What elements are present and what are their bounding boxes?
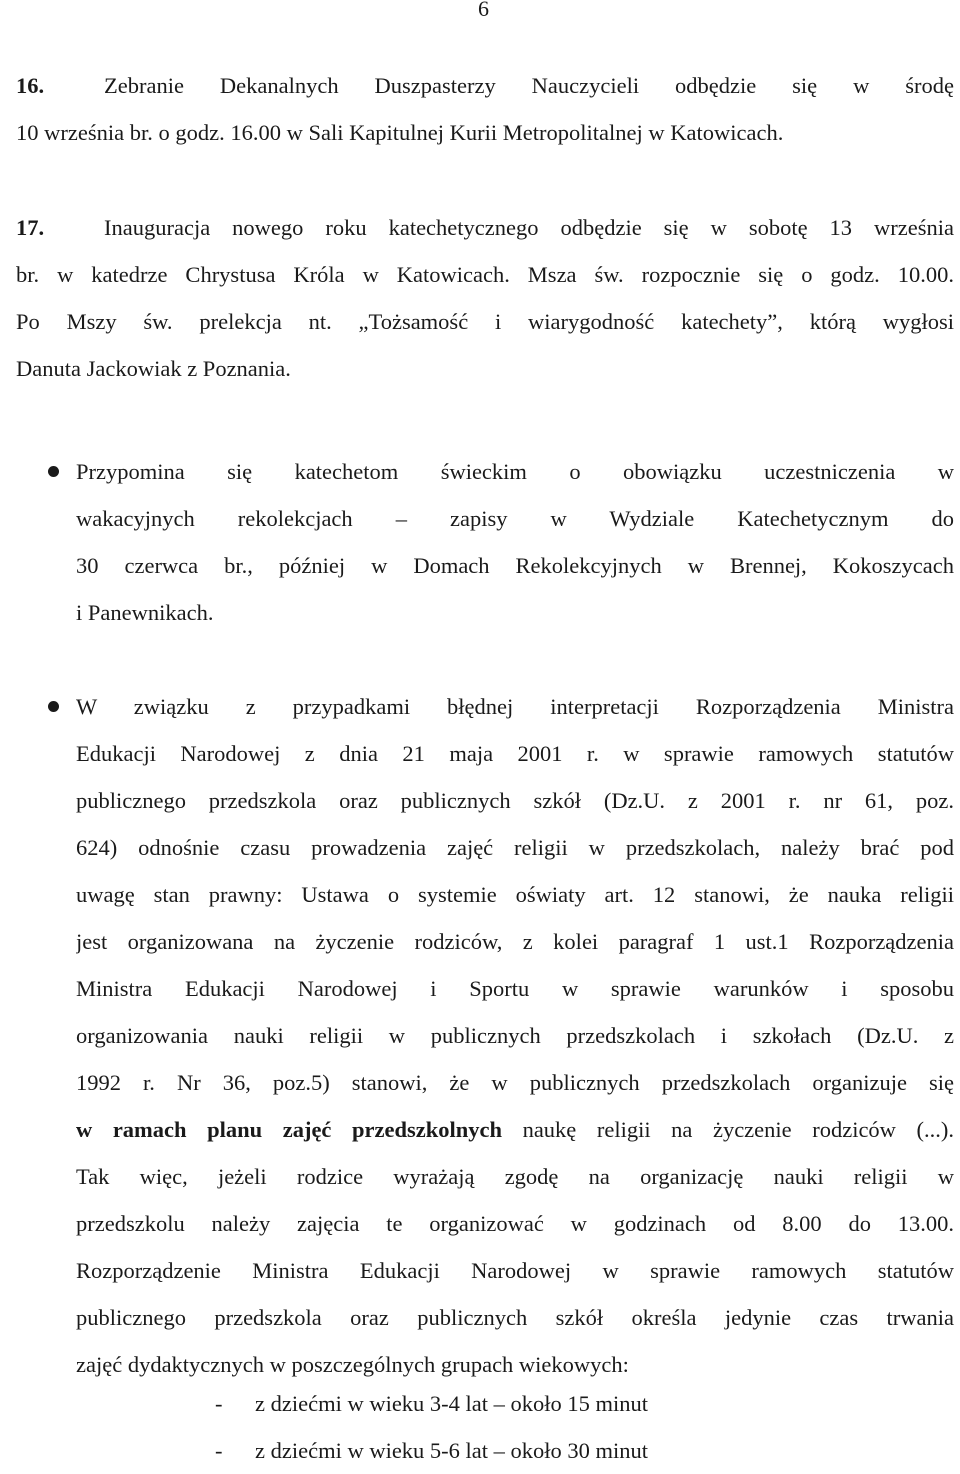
announcement-17-line-3: Po Mszy św. prelekcja nt. „Tożsamość i wiarygodność katechety”, którą wygłosi <box>16 309 954 334</box>
announcement-17 <box>16 204 954 392</box>
bullet-icon <box>48 701 59 712</box>
bullet-2-line-9: 1992 r. Nr 36, poz.5) stanowi, że w publicznych przedszkolach organizuje się <box>76 1070 954 1095</box>
bullet-2-line-2: Edukacji Narodowej z dnia 21 maja 2001 r. w sprawie ramowych statutów <box>76 741 954 766</box>
bullet-2-line-1: W związku z przypadkami błędnej interpretacji Rozporządzenia Ministra <box>76 694 954 719</box>
bullet-2-line-8: organizowania nauki religii w publicznych przedszkolach i szkołach (Dz.U. z <box>76 1023 954 1048</box>
page-number: 6 <box>478 0 489 21</box>
announcement-16-line-1: 16. Zebranie Dekanalnych Duszpasterzy Nauczycieli odbędzie się w środę <box>16 62 954 109</box>
bullet-2-line-13: Rozporządzenie Ministra Edukacji Narodowej w sprawie ramowych statutów <box>76 1258 954 1283</box>
bullet-2-line-11: Tak więc, jeżeli rodzice wyrażają zgodę na organizację nauki religii w <box>76 1164 954 1189</box>
bullet-2-line-12: przedszkolu należy zajęcia te organizować w godzinach od 8.00 do 13.00. <box>76 1211 954 1236</box>
bullet-2-line-5: uwagę stan prawny: Ustawa o systemie oświaty art. 12 stanowi, że nauka religii <box>76 882 954 907</box>
bullet-retreat-reminder <box>76 448 954 636</box>
bullet-icon <box>48 466 59 477</box>
bullet-2-line-7: Ministra Edukacji Narodowej i Sportu w sprawie warunków i sposobu <box>76 976 954 1001</box>
bullet-2-line-14: publicznego przedszkola oraz publicznych szkół określa jedynie czas trwania <box>76 1305 954 1330</box>
bullet-1-line-3: 30 czerwca br., później w Domach Rekolekcyjnych w Brennej, Kokoszycach <box>76 553 954 578</box>
bullet-1-line-4: i Panewnikach. <box>76 600 214 625</box>
announcement-17-line-1: 17. Inauguracja nowego roku katechetycznego odbędzie się w sobotę 13 września <box>16 204 954 251</box>
announcement-16-line-2: 10 września br. o godz. 16.00 w Sali Kapitulnej Kurii Metropolitalnej w Katowicach. <box>16 120 784 145</box>
announcement-17-line-4: Danuta Jackowiak z Poznania. <box>16 356 291 381</box>
announcement-16 <box>16 62 954 156</box>
announcement-17-line-2: br. w katedrze Chrystusa Króla w Katowicach. Msza św. rozpocznie się o godz. 10.00. <box>16 262 954 287</box>
announcement-16-number: 16. <box>16 73 45 98</box>
bold-phrase: w ramach planu zajęć przedszkolnych <box>76 1117 502 1142</box>
bullet-1-line-1: Przypomina się katechetom świeckim o obowiązku uczestniczenia w <box>76 459 954 484</box>
bullet-2-line-6: jest organizowana na życzenie rodziców, z kolei paragraf 1 ust.1 Rozporządzenia <box>76 929 954 954</box>
bullet-1-line-2: wakacyjnych rekolekcjach – zapisy w Wydziale Katechetycznym do <box>76 506 954 531</box>
announcement-17-number: 17. <box>16 215 45 240</box>
dash-item-age-5-6: - z dziećmi w wieku 5-6 lat – około 30 minut <box>215 1438 649 1463</box>
bullet-2-line-4: 624) odnośnie czasu prowadzenia zajęć religii w przedszkolach, należy brać pod <box>76 835 954 860</box>
bullet-2-line-15: zajęć dydaktycznych w poszczególnych grupach wiekowych: <box>76 1352 629 1377</box>
dash-item-age-3-4: - z dziećmi w wieku 3-4 lat – około 15 minut <box>215 1391 649 1416</box>
bullet-2-line-3: publicznego przedszkola oraz publicznych szkół (Dz.U. z 2001 r. nr 61, poz. <box>76 788 954 813</box>
bullet-regulation-note <box>76 683 954 1388</box>
bullet-2-line-10: w ramach planu zajęć przedszkolnych naukę religii na życzenie rodziców (...). <box>76 1117 954 1142</box>
